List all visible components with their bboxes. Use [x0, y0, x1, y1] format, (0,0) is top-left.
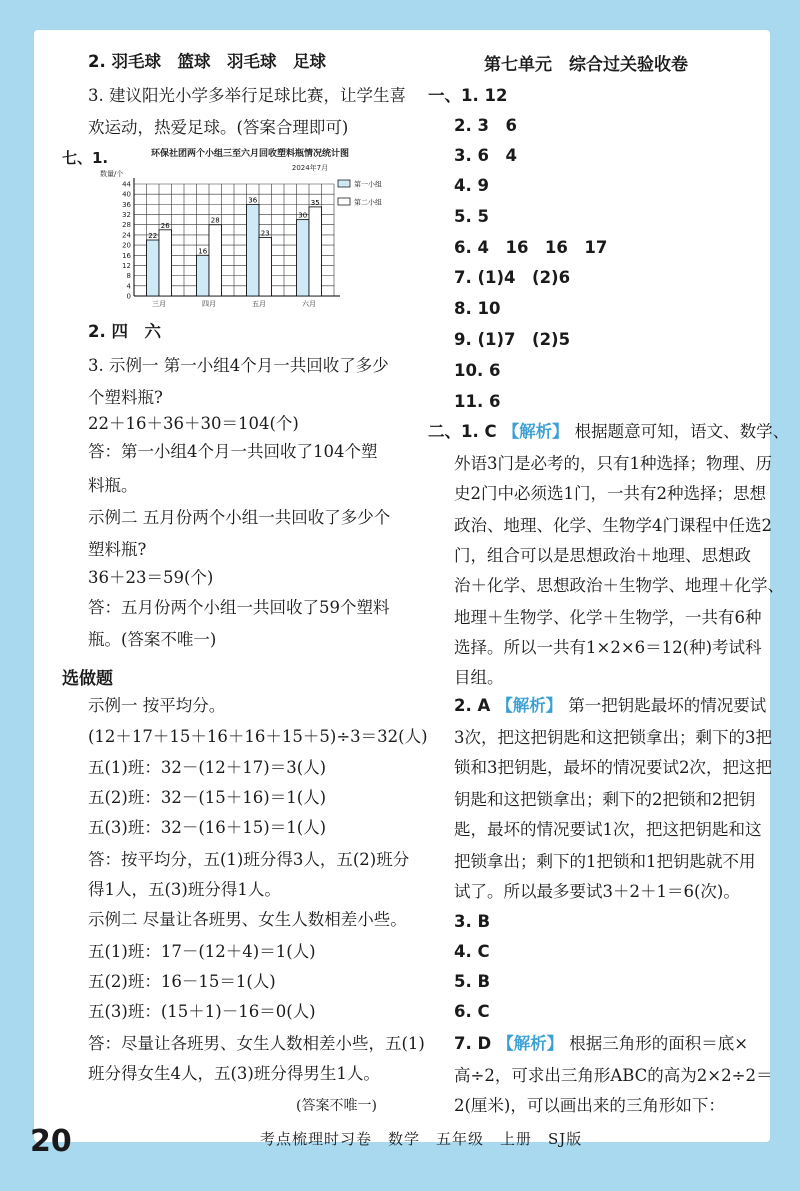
data-label: 30 — [298, 211, 308, 220]
answer-line: 料瓶。 — [88, 476, 138, 495]
page-number: 20 — [30, 1124, 72, 1159]
chart-title: 环保社团两个小组三至六月回收塑料瓶情况统计图 — [150, 149, 350, 159]
answer-line: 目组。 — [454, 668, 504, 687]
answer-line: 班分得女生4人，五(3)班分得男生1人。 — [88, 1064, 380, 1083]
bar — [209, 225, 222, 296]
answer-line: 选择。所以一共有1×2×6＝12(种)考试科 — [454, 638, 762, 657]
x-tick-label: 五月 — [252, 300, 266, 308]
answer-line: 示例二 尽量让各班男、女生人数相差小些。 — [88, 910, 407, 929]
bar — [247, 204, 260, 296]
answer-line: 3次，把这把钥匙和这把锁拿出；剩下的3把 — [454, 728, 772, 747]
y-tick-label: 24 — [122, 231, 131, 240]
answer-line: 欢运动，热爱足球。(答案合理即可) — [88, 118, 349, 137]
answer-line: 示例二 五月份两个小组一共回收了多少个 — [88, 508, 391, 527]
answer-line: 3. 建议阳光小学多举行足球比赛，让学生喜 — [88, 86, 406, 105]
answer-line: 11. 6 — [454, 392, 501, 411]
answer-line: 2. 3 6 — [454, 116, 517, 135]
answer-line: 答：尽量让各班男、女生人数相差小些，五(1) — [88, 1034, 425, 1053]
answer-line: 五(1)班：17－(12＋4)＝1(人) — [88, 942, 316, 961]
y-tick-label: 44 — [122, 180, 131, 189]
chart-subtitle: 2024年7月 — [291, 164, 329, 172]
answer-line: 五(1)班：32－(12＋17)＝3(人) — [88, 758, 327, 777]
answer-line: (答案不唯一) — [296, 1098, 377, 1114]
answer-line: 4. 9 — [454, 176, 489, 195]
legend-swatch — [338, 180, 350, 187]
answer-line: 得1人，五(3)班分得1人。 — [88, 880, 281, 899]
answer-line: 36＋23＝59(个) — [88, 568, 214, 587]
answer-line: 锁和3把钥匙，最坏的情况要试2次，把这把 — [454, 758, 772, 777]
y-tick-label: 36 — [122, 200, 131, 209]
answer-line: 4. C — [454, 942, 490, 961]
answer-line: 五(2)班：16－15＝1(人) — [88, 972, 276, 991]
answer-line: 高÷2，可求出三角形ABC的高为2×2÷2＝ — [454, 1066, 773, 1085]
analysis-tag: 【解析】 — [497, 1034, 564, 1053]
answer-line: 门，组合可以是思想政治＋地理、思想政 — [454, 546, 751, 565]
answer-line: 10. 6 — [454, 361, 501, 380]
answer-choice: 2. A — [454, 696, 491, 715]
analysis-tag: 【解析】 — [496, 696, 563, 715]
answer-line: 6. 4 16 16 17 — [454, 238, 608, 257]
answer-line: 3. B — [454, 912, 491, 931]
legend-swatch — [338, 198, 350, 205]
y-tick-label: 16 — [122, 251, 131, 260]
answer-line: 五(3)班：32－(16＋15)＝1(人) — [88, 818, 327, 837]
bar — [159, 230, 172, 296]
optional-heading: 选做题 — [62, 669, 113, 689]
answer-line — [454, 696, 766, 716]
bar — [259, 237, 272, 296]
data-label: 23 — [260, 229, 270, 238]
data-label: 22 — [148, 232, 158, 240]
analysis-tag: 【解析】 — [502, 422, 569, 441]
answer-line: 五(3)班：(15＋1)－16＝0(人) — [88, 1002, 316, 1021]
analysis-text: 第一把钥匙最坏的情况要试 — [568, 696, 767, 715]
data-label: 16 — [198, 247, 208, 256]
bar — [297, 220, 310, 296]
data-label: 36 — [248, 196, 258, 205]
y-tick-label: 20 — [122, 241, 131, 250]
bar — [197, 255, 210, 296]
y-tick-label: 28 — [122, 221, 131, 230]
data-label: 28 — [210, 216, 220, 225]
answer-line: (12＋17＋15＋16＋16＋15＋5)÷3＝32(人) — [88, 727, 428, 746]
answer-line: 2. 羽毛球 篮球 羽毛球 足球 — [88, 52, 326, 71]
answer-line: 个塑料瓶? — [88, 388, 163, 407]
answer-line: 答：五月份两个小组一共回收了59个塑料 — [88, 598, 390, 617]
answer-line: 一、1. 12 — [428, 86, 508, 105]
y-tick-label: 4 — [126, 282, 131, 291]
answer-line: 3. 示例一 第一小组4个月一共回收了多少 — [88, 356, 389, 375]
answer-line: 3. 6 4 — [454, 146, 517, 165]
data-label: 35 — [310, 198, 320, 207]
answer-line: 7. (1)4 (2)6 — [454, 268, 571, 287]
y-tick-label: 8 — [126, 272, 131, 281]
y-tick-label: 0 — [126, 292, 131, 301]
legend-label: 第一小组 — [354, 180, 382, 189]
data-label: 26 — [160, 221, 170, 230]
answer-line: 示例一 按平均分。 — [88, 696, 226, 715]
answer-line: 5. 5 — [454, 207, 489, 226]
answer-line: 外语3门是必考的，只有1种选择；物理、历 — [454, 454, 772, 473]
answer-line: 8. 10 — [454, 299, 501, 318]
answer-line: 2(厘米)，可以画出来的三角形如下： — [454, 1096, 725, 1115]
answer-line: 把锁拿出；剩下的1把锁和1把钥匙就不用 — [454, 852, 756, 871]
answer-line: 钥匙和这把锁拿出；剩下的2把锁和2把钥 — [454, 790, 756, 809]
answer-line: 治＋化学、思想政治＋生物学、地理＋化学、 — [454, 576, 784, 595]
answer-line: 塑料瓶? — [88, 540, 147, 559]
answer-line: 22＋16＋36＋30＝104(个) — [88, 414, 299, 433]
y-tick-label: 32 — [122, 211, 131, 220]
answer-line: 试了。所以最多要试3＋2＋1＝6(次)。 — [454, 882, 740, 901]
answer-line: 9. (1)7 (2)5 — [454, 330, 571, 349]
answer-choice: 7. D — [454, 1034, 492, 1053]
answer-line — [428, 422, 789, 442]
y-tick-label: 12 — [122, 261, 131, 270]
answer-line: 政治、地理、化学、生物学4门课程中任选2 — [454, 516, 772, 535]
answer-line: 答：按平均分，五(1)班分得3人，五(2)班分 — [88, 850, 410, 869]
answer-line: 五(2)班：32－(15＋16)＝1(人) — [88, 788, 327, 807]
answer-line: 地理＋生物学、化学＋生物学，一共有6种 — [454, 608, 762, 627]
bar — [147, 240, 160, 296]
y-tick-label: 40 — [122, 190, 131, 199]
unit-title: 第七单元 综合过关验收卷 — [484, 55, 688, 75]
x-tick-label: 四月 — [202, 300, 216, 308]
answer-choice: 二、1. C — [428, 422, 497, 441]
analysis-text: 根据三角形的面积＝底× — [569, 1034, 749, 1053]
answer-line: 5. B — [454, 972, 491, 991]
chart-ylabel: 数量/个 — [100, 170, 124, 178]
legend-label: 第二小组 — [354, 198, 382, 207]
x-tick-label: 六月 — [302, 300, 316, 308]
bar — [309, 207, 322, 296]
answer-line — [454, 1034, 748, 1054]
answer-line: 答：第一小组4个月一共回收了104个塑 — [88, 442, 378, 461]
answer-line: 6. C — [454, 1002, 490, 1021]
bar-chart — [100, 140, 420, 312]
answer-line: 匙，最坏的情况要试1次，把这把钥匙和这 — [454, 820, 762, 839]
analysis-text: 根据题意可知，语文、数学、 — [574, 422, 790, 441]
answer-line: 瓶。(答案不唯一) — [88, 630, 217, 649]
footer-text: 考点梳理时习卷 数学 五年级 上册 SJ版 — [260, 1130, 583, 1148]
answer-line: 史2门中必须选1门，一共有2种选择；思想 — [454, 484, 766, 503]
x-tick-label: 三月 — [152, 300, 166, 308]
answer-line: 2. 四 六 — [88, 322, 161, 341]
question-label: 七、1. — [62, 149, 109, 167]
